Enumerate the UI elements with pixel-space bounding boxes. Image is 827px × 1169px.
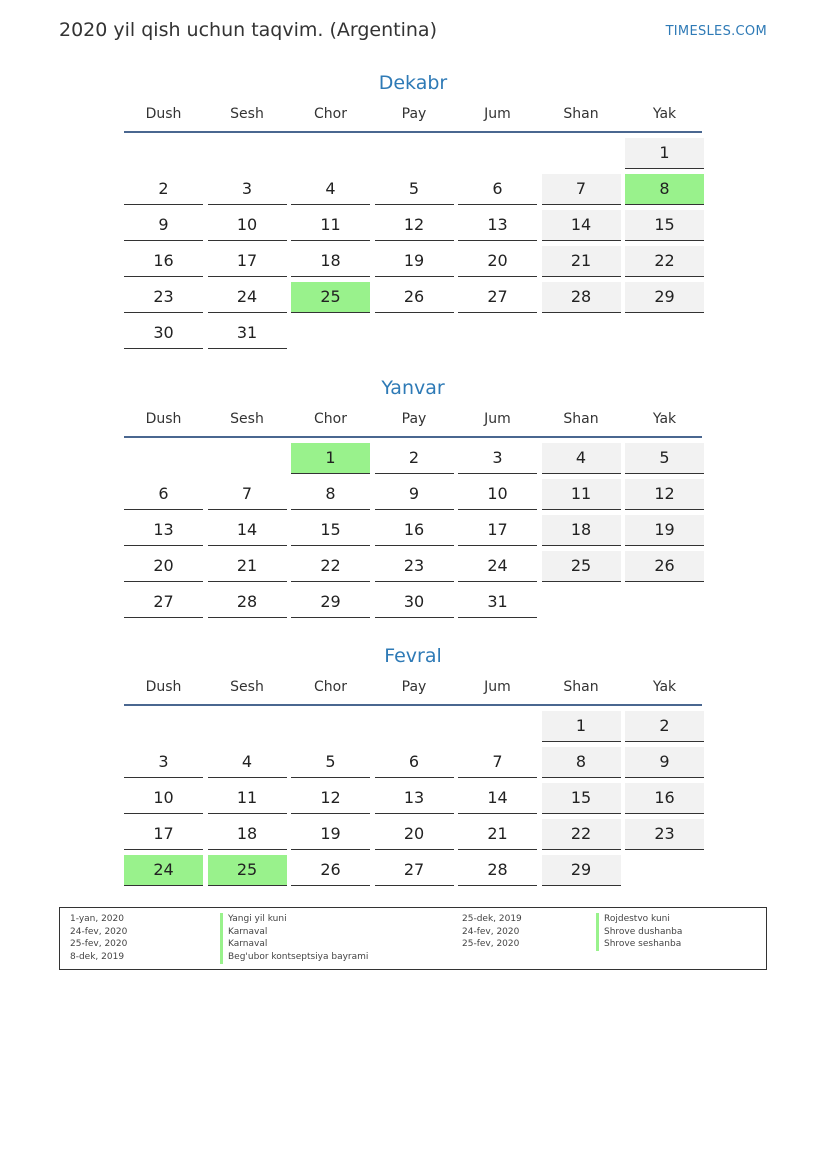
legend-holiday-name: Shrove dushanba	[596, 926, 682, 939]
day-cell[interactable]: 30	[124, 318, 203, 349]
day-cell[interactable]: 9	[124, 210, 203, 241]
day-cell[interactable]: 25	[542, 551, 621, 582]
legend-date: 24-fev, 2020	[70, 926, 128, 937]
weekday-label: Pay	[401, 106, 427, 122]
month-fevral	[124, 641, 702, 886]
day-cell[interactable]: 9	[625, 747, 704, 778]
day-cell[interactable]: 5	[291, 747, 370, 778]
legend-date: 8-dek, 2019	[70, 952, 125, 963]
legend-date: 1-yan, 2020	[70, 914, 124, 924]
day-cell[interactable]: 11	[208, 783, 287, 814]
legend-left-dates	[70, 913, 127, 964]
legend-right-names	[596, 913, 682, 951]
day-cell[interactable]: 26	[625, 551, 704, 582]
day-cell[interactable]: 12	[291, 783, 370, 814]
empty-cell	[458, 711, 537, 742]
legend-right-dates	[462, 913, 522, 951]
day-cell[interactable]: 7	[458, 747, 537, 778]
weekday-label: Dush	[145, 106, 182, 122]
month-dekabr	[124, 68, 702, 349]
weekday-header	[124, 679, 702, 702]
day-cell[interactable]: 18	[208, 819, 287, 850]
month-title: Yanvar	[381, 377, 445, 399]
day-cell[interactable]: 20	[458, 246, 537, 277]
day-cell[interactable]: 16	[375, 515, 454, 546]
day-cell[interactable]: 20	[375, 819, 454, 850]
legend-left-names	[220, 913, 368, 964]
weekday-label: Pay	[401, 679, 427, 695]
legend-holiday-name: Rojdestvo kuni	[596, 913, 682, 926]
month-title: Dekabr	[378, 72, 448, 94]
weekday-header	[124, 411, 702, 434]
empty-cell	[375, 711, 454, 742]
day-cell[interactable]: 11	[291, 210, 370, 241]
day-cell[interactable]: 22	[542, 819, 621, 850]
day-cell[interactable]: 1	[625, 138, 704, 169]
day-cell[interactable]: 28	[208, 587, 287, 618]
day-cell[interactable]: 5	[625, 443, 704, 474]
day-cell[interactable]: 4	[291, 174, 370, 205]
day-cell[interactable]: 16	[124, 246, 203, 277]
day-cell[interactable]: 4	[208, 747, 287, 778]
weekday-label: Chor	[314, 106, 347, 122]
day-cell[interactable]: 31	[458, 587, 537, 618]
holiday-day-cell[interactable]: 1	[291, 443, 370, 474]
brand-link[interactable]: TIMESLES.COM	[665, 24, 767, 39]
legend-holiday-name: Karnaval	[220, 938, 368, 951]
day-cell[interactable]: 21	[458, 819, 537, 850]
day-cell[interactable]: 8	[291, 479, 370, 510]
day-cell[interactable]: 29	[291, 587, 370, 618]
day-cell[interactable]: 21	[208, 551, 287, 582]
month-title: Fevral	[384, 645, 442, 667]
day-cell[interactable]: 7	[208, 479, 287, 510]
weekday-label: Yak	[652, 106, 677, 122]
day-cell[interactable]: 12	[375, 210, 454, 241]
day-cell[interactable]: 20	[124, 551, 203, 582]
day-cell[interactable]: 10	[458, 479, 537, 510]
day-cell[interactable]: 10	[208, 210, 287, 241]
day-cell[interactable]: 26	[291, 855, 370, 886]
day-cell[interactable]: 3	[124, 747, 203, 778]
day-cell[interactable]: 10	[124, 783, 203, 814]
empty-cell	[542, 138, 621, 169]
weekday-label: Dush	[145, 411, 182, 427]
holiday-day-cell[interactable]: 25	[208, 855, 287, 886]
day-cell[interactable]: 19	[375, 246, 454, 277]
day-cell[interactable]: 1	[542, 711, 621, 742]
day-cell[interactable]: 18	[542, 515, 621, 546]
empty-cell	[124, 138, 203, 169]
day-grid	[124, 711, 702, 886]
day-cell[interactable]: 23	[124, 282, 203, 313]
header-divider	[124, 704, 702, 706]
day-cell[interactable]: 17	[124, 819, 203, 850]
day-cell[interactable]: 29	[625, 282, 704, 313]
day-cell[interactable]: 29	[542, 855, 621, 886]
legend-holiday-name: Beg'ubor kontseptsiya bayrami	[220, 951, 368, 964]
day-cell[interactable]: 3	[208, 174, 287, 205]
day-cell[interactable]: 23	[625, 819, 704, 850]
day-cell[interactable]: 8	[542, 747, 621, 778]
day-cell[interactable]: 15	[291, 515, 370, 546]
legend-date: 25-fev, 2020	[462, 939, 520, 950]
legend-date: 24-fev, 2020	[462, 926, 520, 937]
weekday-label: Chor	[314, 411, 347, 427]
empty-cell	[291, 711, 370, 742]
day-grid	[124, 443, 702, 618]
legend-holiday-name: Karnaval	[220, 926, 368, 939]
day-cell[interactable]: 18	[291, 246, 370, 277]
day-cell[interactable]: 14	[208, 515, 287, 546]
page-title: 2020 yil qish uchun taqvim. (Argentina)	[59, 19, 437, 41]
day-cell[interactable]: 4	[542, 443, 621, 474]
day-cell[interactable]: 19	[625, 515, 704, 546]
day-cell[interactable]: 19	[291, 819, 370, 850]
day-cell[interactable]: 2	[625, 711, 704, 742]
legend-holiday-name: Shrove seshanba	[596, 938, 682, 951]
weekday-label: Jum	[484, 106, 511, 122]
day-grid	[124, 138, 702, 349]
weekday-label: Sesh	[230, 106, 264, 122]
day-cell[interactable]: 13	[458, 210, 537, 241]
header-divider	[124, 436, 702, 438]
month-yanvar	[124, 373, 702, 618]
weekday-label: Shan	[563, 679, 599, 695]
empty-cell	[124, 711, 203, 742]
day-cell[interactable]: 9	[375, 479, 454, 510]
legend-holiday-name: Yangi yil kuni	[220, 913, 368, 926]
day-cell[interactable]: 2	[124, 174, 203, 205]
day-cell[interactable]: 6	[375, 747, 454, 778]
day-cell[interactable]: 5	[375, 174, 454, 205]
day-cell[interactable]: 14	[458, 783, 537, 814]
day-cell[interactable]: 24	[208, 282, 287, 313]
holiday-day-cell[interactable]: 25	[291, 282, 370, 313]
day-cell[interactable]: 31	[208, 318, 287, 349]
empty-cell	[124, 443, 203, 474]
empty-cell	[208, 443, 287, 474]
holiday-day-cell[interactable]: 24	[124, 855, 203, 886]
day-cell[interactable]: 21	[542, 246, 621, 277]
day-cell[interactable]: 3	[458, 443, 537, 474]
weekday-label: Yak	[652, 411, 677, 427]
day-cell[interactable]: 16	[625, 783, 704, 814]
day-cell[interactable]: 15	[625, 210, 704, 241]
day-cell[interactable]: 22	[625, 246, 704, 277]
day-cell[interactable]: 27	[458, 282, 537, 313]
holiday-legend	[59, 907, 767, 970]
day-cell[interactable]: 13	[124, 515, 203, 546]
weekday-label: Yak	[652, 679, 677, 695]
day-cell[interactable]: 26	[375, 282, 454, 313]
empty-cell	[208, 711, 287, 742]
weekday-label: Dush	[145, 679, 182, 695]
day-cell[interactable]: 28	[458, 855, 537, 886]
day-cell[interactable]: 7	[542, 174, 621, 205]
day-cell[interactable]: 6	[124, 479, 203, 510]
empty-cell	[375, 138, 454, 169]
weekday-label: Sesh	[230, 411, 264, 427]
day-cell[interactable]: 12	[625, 479, 704, 510]
day-cell[interactable]: 2	[375, 443, 454, 474]
weekday-label: Chor	[314, 679, 347, 695]
legend-date: 25-fev, 2020	[70, 939, 128, 950]
day-cell[interactable]: 6	[458, 174, 537, 205]
day-cell[interactable]: 30	[375, 587, 454, 618]
holiday-day-cell[interactable]: 8	[625, 174, 704, 205]
weekday-label: Sesh	[230, 679, 264, 695]
day-cell[interactable]: 11	[542, 479, 621, 510]
day-cell[interactable]: 13	[375, 783, 454, 814]
day-cell[interactable]: 15	[542, 783, 621, 814]
weekday-label: Jum	[484, 679, 511, 695]
day-cell[interactable]: 27	[375, 855, 454, 886]
weekday-label: Jum	[484, 411, 511, 427]
day-cell[interactable]: 22	[291, 551, 370, 582]
weekday-label: Pay	[401, 411, 427, 427]
day-cell[interactable]: 17	[208, 246, 287, 277]
day-cell[interactable]: 28	[542, 282, 621, 313]
day-cell[interactable]: 27	[124, 587, 203, 618]
day-cell[interactable]: 24	[458, 551, 537, 582]
empty-cell	[208, 138, 287, 169]
empty-cell	[291, 138, 370, 169]
legend-date: 25-dek, 2019	[462, 914, 522, 924]
weekday-header	[124, 106, 702, 129]
weekday-label: Shan	[563, 411, 599, 427]
empty-cell	[458, 138, 537, 169]
weekday-label: Shan	[563, 106, 599, 122]
header-divider	[124, 131, 702, 133]
day-cell[interactable]: 23	[375, 551, 454, 582]
day-cell[interactable]: 17	[458, 515, 537, 546]
day-cell[interactable]: 14	[542, 210, 621, 241]
